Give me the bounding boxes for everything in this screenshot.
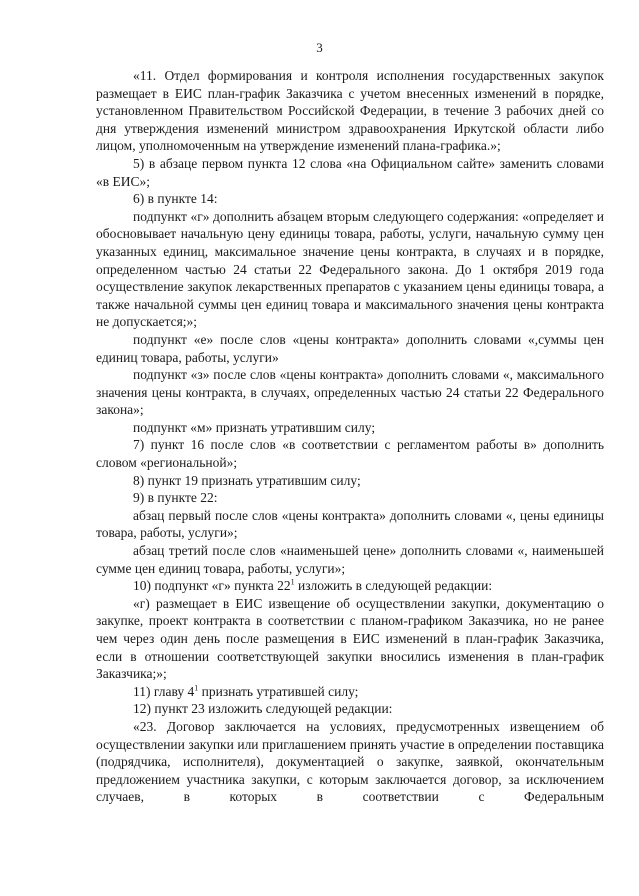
superscript: 1 xyxy=(194,683,199,693)
paragraph-item-10-text-end: изложить в следующей редакции: xyxy=(294,578,493,594)
paragraph-first-abzac: абзац первый после слов «цены контракта» дополнить словами «, цены единицы товара, работы, услуги»; xyxy=(96,507,604,541)
paragraph-subitem-g-new: «г) размещает в ЕИС извещение об осуществлении закупки, документацию о закупке, проект контракта в соответствии с планом-графиком Заказчика, но не ранее чем через один день после размещения в ЕИС изменений в план-график Заказчика, если в отношении соответствующей закупки вносились изменения в план-график Заказчика;»; xyxy=(96,595,604,682)
paragraph-item-10 xyxy=(96,577,604,595)
paragraph-item-11 xyxy=(96,683,604,701)
paragraph-item-5: 5) в абзаце первом пункта 12 слова «на Официальном сайте» заменить словами «в ЕИС»; xyxy=(96,155,604,189)
paragraph-item-8: 8) пункт 19 признать утратившим силу; xyxy=(133,472,361,488)
paragraph-subitem-m: подпункт «м» признать утратившим силу; xyxy=(133,419,376,435)
paragraph-item-7: 7) пункт 16 после слов «в соответствии с регламентом работы в» дополнить словом «региональной»; xyxy=(96,437,604,471)
paragraph-subitem-g: подпункт «г» дополнить абзацем вторым следующего содержания: «определяет и обосновывает начальную цену единицы товара, работы, услуги, начальную сумму цен указанных единиц, максимальное значение цены контракта, в случаях и в порядке, определенном частью 24 статьи 22 Федерального закона. До 1 октября 2019 года осуществление закупок лекарственных препаратов с указанием цены единицы товара, а также начальной суммы цен единиц товара и максимального значения цены контракта не допускается;»; xyxy=(96,208,604,330)
paragraph-clause-11: «11. Отдел формирования и контроля исполнения государственных закупок размещает в ЕИС план-график Заказчика с учетом внесенных изменений в порядке, установленном Правительством Российской Федерации, в течение 3 рабочих дней со дня утверждения изменений министром здравоохранения Иркутской области либо лицом, уполномоченным на утверждение изменений плана-графика.»; xyxy=(96,68,604,154)
paragraph-item-11-text-end: признать утратившей силу; xyxy=(198,683,359,699)
paragraph-item-12: 12) пункт 23 изложить следующей редакции: xyxy=(133,701,393,717)
paragraph-third-abzac: абзац третий после слов «наименьшей цене» дополнить словами «, наименьшей сумме цен единиц товара, работы, услуги»; xyxy=(96,543,604,576)
paragraph-item-11-text: 11) главу 4 xyxy=(133,683,195,699)
superscript: 1 xyxy=(290,577,295,587)
paragraph-item-6: 6) в пункте 14: xyxy=(133,191,218,207)
paragraph-item-9: 9) в пункте 22: xyxy=(133,490,218,506)
page-number: 3 xyxy=(316,40,323,55)
paragraph-item-10-text: 10) подпункт «г» пункта 22 xyxy=(133,578,291,594)
paragraph-subitem-e: подпункт «е» после слов «цены контракта» дополнить словами «,суммы цен единиц товара, работы, услуги» xyxy=(96,331,604,365)
document-body xyxy=(96,67,604,806)
paragraph-clause-23: «23. Договор заключается на условиях, предусмотренных извещением об осуществлении закупки или приглашением принять участие в определении поставщика (подрядчика, исполнителя), документацией о закупке, заявкой, окончательным предложением участника закупки, с которым заключается договор, за исключением случаев, в которых в соответствии с Федеральным xyxy=(96,718,604,805)
paragraph-subitem-z: подпункт «з» после слов «цены контракта» дополнить словами «, максимального значения цены контракта, в случаях, определенных частью 24 статьи 22 Федерального закона»; xyxy=(96,367,604,418)
